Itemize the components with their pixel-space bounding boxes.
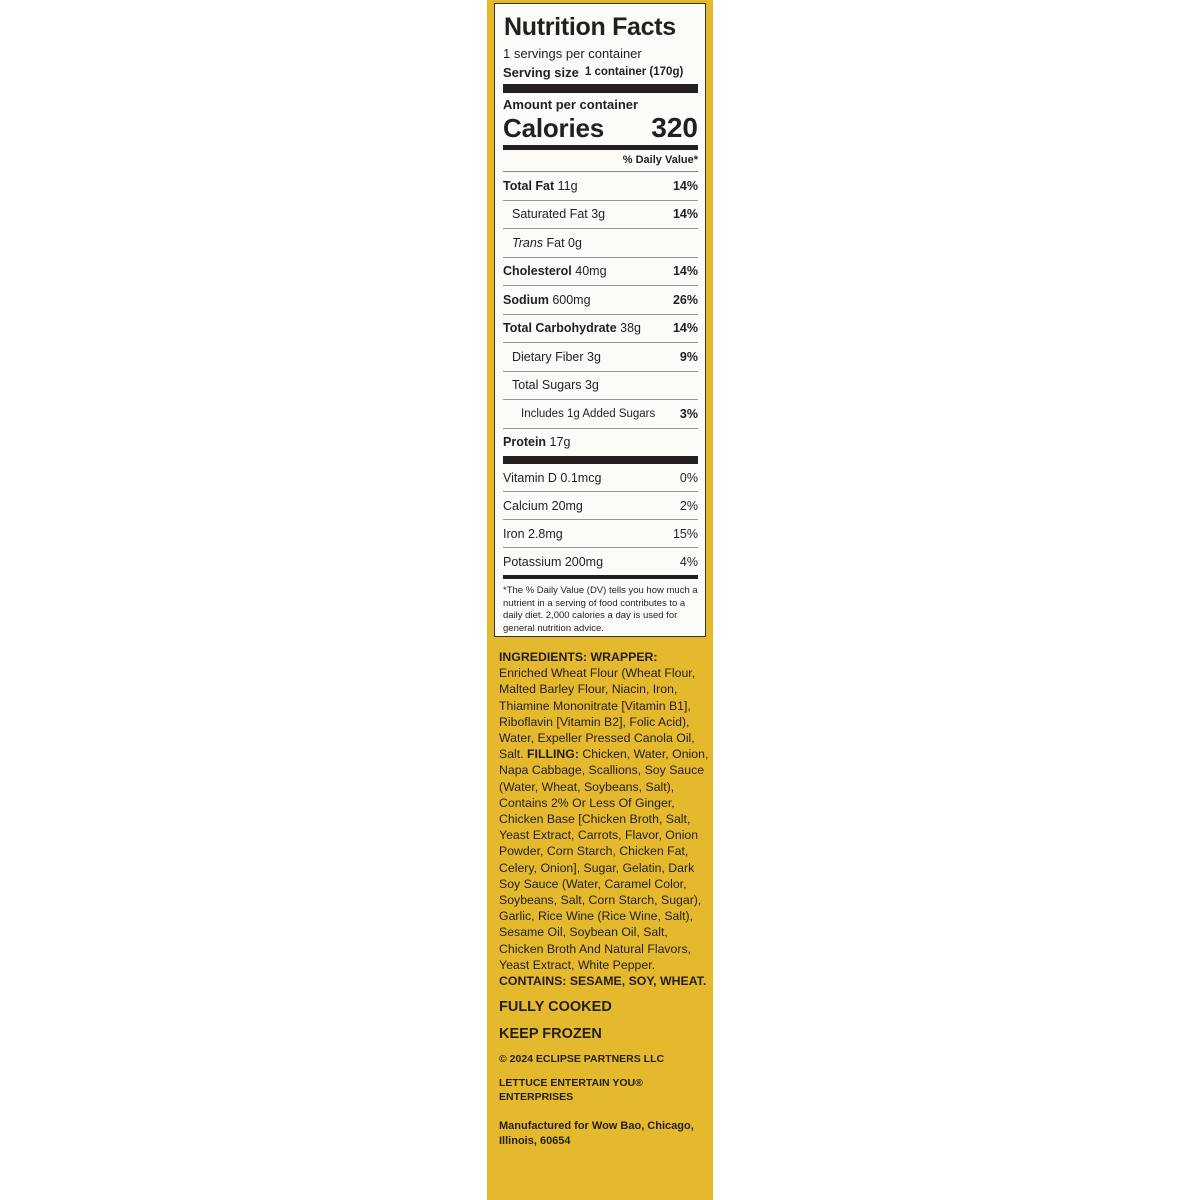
nutrient-pct: 14% [672,264,698,279]
nutrition-facts-label [494,3,706,637]
vitamin-name: Iron 2.8mg [503,526,563,541]
serving-size-row [503,64,698,81]
serving-size-label: Serving size [503,65,579,80]
nutrient-amount: 38g [620,321,642,336]
allergen-statement: CONTAINS: SESAME, SOY, WHEAT. [499,974,707,989]
nutrient-row-sodium [503,286,698,315]
nutrient-amount: 3g [587,349,601,364]
vitamin-row-calcium [503,492,698,520]
daily-value-header: % Daily Value* [503,150,698,172]
nutrient-name: Saturated Fat [512,207,588,222]
servings-per-container: 1 servings per container [503,46,642,61]
nutrient-amount: 11g [557,178,578,193]
ingredients-wrapper-text: Enriched Wheat Flour (Wheat Flour, Malted Barley Flour, Niacin, Iron, Thiamine Mononitrate [Vitamin B1], Riboflavin [Vitamin B2], Folic Acid), Water, Expeller Pressed Canola Oil, Salt. [499,666,696,762]
keep-frozen-statement: KEEP FROZEN [499,1026,602,1043]
vitamin-row-iron [503,520,698,548]
nutrient-row-protein [503,429,698,457]
copyright: © 2024 ECLIPSE PARTNERS LLC [499,1053,665,1066]
ingredients-wrapper-label: INGREDIENTS: WRAPPER: [499,650,658,664]
divider-thick [503,456,698,464]
nutrient-name: Protein [503,435,547,450]
daily-value-footnote: *The % Daily Value (DV) tells you how much a nutrient in a serving of food contributes to a daily diet. 2,000 calories a day is used for general nutrition advice. [503,575,698,635]
nutrient-name: Trans [512,235,544,250]
manufacturer: Manufactured for Wow Bao, Chicago, Illinois, 60654 [499,1120,694,1148]
nutrient-name: Includes 1g Added Sugars [521,407,656,420]
nutrient-row-total-sugars [503,372,698,401]
nutrient-row-total-fat [503,172,698,201]
calories-label: Calories [503,113,605,143]
nutrient-row-saturated-fat [503,201,698,230]
calories-value: 320 [651,112,698,143]
nutrient-row-total-carbohydrate [503,315,698,344]
nutrient-amount: 17g [549,435,571,450]
nutrient-name: Total Fat [503,178,555,193]
trademark: LETTUCE ENTERTAIN YOU® ENTERPRISES [499,1077,643,1104]
nutrient-row-trans-fat [503,229,698,258]
ingredients-filling-text: Chicken, Water, Onion, Napa Cabbage, Scallions, Soy Sauce (Water, Wheat, Soybeans, Salt), Contains 2% Or Less Of Ginger, Chicken Base [Chicken Broth, Salt, Yeast Extract, Carrots, Flavor, Onion Powder, Corn Starch, Chicken Fat, Celery, Onion], Sugar, Gelatin, Dark Soy Sauce (Water, Caramel Color, Soybeans, Salt, Corn Starch, Sugar), Garlic, Rice Wine (Rice Wine, Salt), Sesame Oil, Soybean Oil, Salt, Chicken Broth And Natural Flavors, Yeast Extract, White Pepper. [499,747,709,972]
nutrient-name: Total Sugars [512,378,582,393]
divider-thick [503,84,698,93]
package-text [499,649,711,1149]
nutrient-amount: 3g [584,378,599,393]
nutrient-name: Dietary Fiber [512,349,584,364]
nutrient-pct: 26% [672,292,698,307]
vitamin-name: Potassium 200mg [503,554,604,569]
nutrient-amount: 40mg [575,264,607,279]
nutrient-row-cholesterol [503,258,698,287]
fully-cooked-statement: FULLY COOKED [499,999,612,1016]
ingredients-list [499,649,711,973]
serving-size-value: 1 container (170g) [584,66,684,78]
vitamin-row-vitamin-d [503,464,698,492]
nutrient-row-dietary-fiber [503,343,698,372]
vitamin-row-potassium [503,548,698,575]
nutrient-pct: 14% [672,178,698,193]
nutrient-amount: Fat 0g [546,235,582,250]
nutrient-amount: 600mg [552,292,591,307]
nutrient-pct: 3% [679,406,698,421]
vitamin-pct: 4% [679,554,698,569]
vitamin-name: Calcium 20mg [503,498,583,513]
vitamin-pct: 2% [679,498,698,513]
vitamin-pct: 15% [672,526,698,541]
nutrient-pct: 14% [672,207,698,222]
ingredients-filling-label: FILLING: [527,747,579,762]
nutrient-pct: 14% [672,321,698,336]
nutrient-name: Cholesterol [503,264,572,279]
calories-row [503,113,698,143]
nutrient-pct: 9% [679,349,698,364]
vitamin-pct: 0% [679,470,698,485]
nutrient-amount: 3g [591,207,606,222]
nutrient-name: Sodium [503,292,549,307]
nutrient-row-added-sugars [503,400,698,429]
amount-per-container: Amount per container [503,97,639,112]
nutrient-name: Total Carbohydrate [503,321,617,336]
vitamin-name: Vitamin D 0.1mcg [503,470,602,485]
nutrition-title: Nutrition Facts [504,13,676,41]
